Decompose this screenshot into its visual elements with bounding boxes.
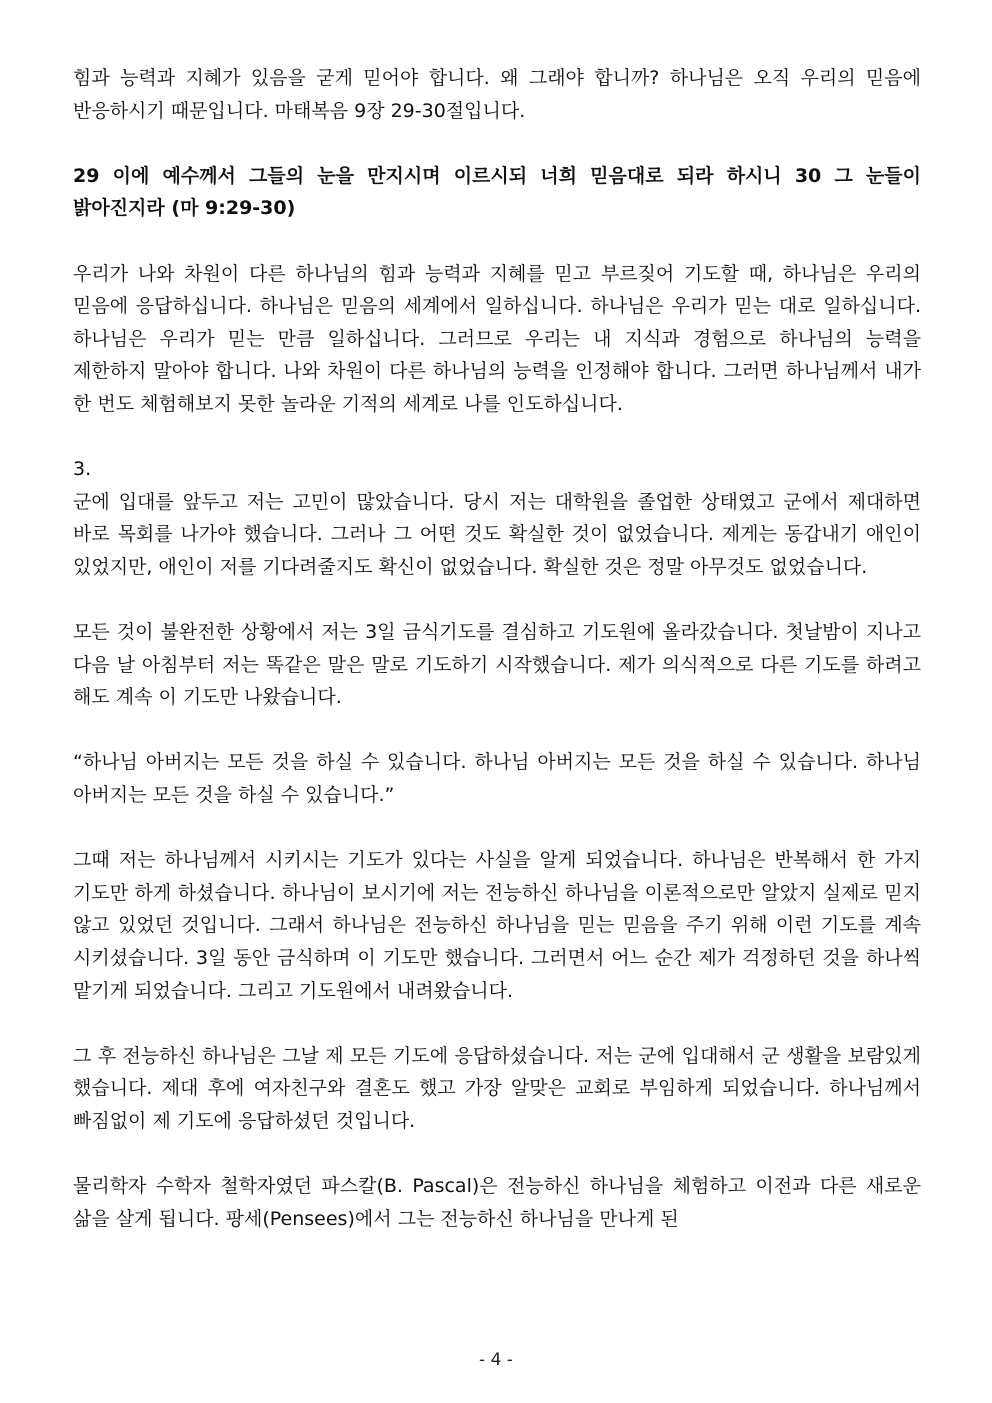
prayer-quote: “하나님 아버지는 모든 것을 하실 수 있습니다. 하나님 아버지는 모든 것을 하실 수 있습니다. 하나님 아버지는 모든 것을 하실 수 있습니다.” [73, 751, 921, 807]
scripture-quote: 29 이에 예수께서 그들의 눈을 만지시며 이르시되 너희 믿음대로 되라 하시니 30 그 눈들이 밝아진지라 (마 9:29-30) [73, 164, 921, 220]
document-body [73, 62, 921, 1235]
paragraph-9: 물리학자 수학자 철학자였던 파스칼(B. Pascal)은 전능하신 하나님을 체험하고 이전과 다른 새로운 삶을 살게 됩니다. 팡세(Pensees)에서 그는 전능하신 하나님을 만나게 된 [73, 1175, 921, 1230]
paragraph-gap [73, 812, 921, 845]
paragraph-gap [73, 1007, 921, 1040]
paragraph-gap [73, 225, 921, 258]
paragraph-gap [73, 584, 921, 617]
paragraph-gap [73, 714, 921, 747]
paragraph-gap [73, 421, 921, 454]
paragraph-1: 힘과 능력과 지혜가 있음을 굳게 믿어야 합니다. 왜 그래야 합니까? 하나님은 오직 우리의 믿음에 반응하시기 때문입니다. 마태복음 9장 29-30절입니다. [73, 67, 921, 122]
paragraph-3: 우리가 나와 차원이 다른 하나님의 힘과 능력과 지혜를 믿고 부르짖어 기도할 때, 하나님은 우리의 믿음에 응답하십니다. 하나님은 믿음의 세계에서 일하십니다. 하나님은 우리가 믿는 대로 일하십니다. 하나님은 우리가 믿는 만큼 일하십니다. 그러므로 우리는 내 지식과 경험으로 하나님의 능력을 제한하지 말아야 합니다. 나와 차원이 다른 하나님의 능력을 인정해야 합니다. 그러면 하나님께서 내가 한 번도 체험해보지 못한 놀라운 기적의 세계로 나를 인도하십니다. [73, 262, 921, 415]
paragraph-4: 군에 입대를 앞두고 저는 고민이 많았습니다. 당시 저는 대학원을 졸업한 상태였고 군에서 제대하면 바로 목회를 나가야 했습니다. 그러나 그 어떤 것도 확실한 것이 없었습니다. 제게는 동갑내기 애인이 있었지만, 애인이 저를 기다려줄지도 확신이 없었습니다. 확실한 것은 정말 아무것도 없었습니다. [73, 490, 921, 578]
section-number: 3. [73, 458, 92, 481]
paragraph-gap [73, 1138, 921, 1171]
paragraph-8: 그 후 전능하신 하나님은 그날 제 모든 기도에 응답하셨습니다. 저는 군에 입대해서 군 생활을 보람있게 했습니다. 제대 후에 여자친구와 결혼도 했고 가장 알맞은 교회로 부임하게 되었습니다. 하나님께서 빠짐없이 제 기도에 응답하셨던 것입니다. [73, 1044, 921, 1132]
paragraph-7: 그때 저는 하나님께서 시키시는 기도가 있다는 사실을 알게 되었습니다. 하나님은 반복해서 한 가지 기도만 하게 하셨습니다. 하나님이 보시기에 저는 전능하신 하나님을 이론적으로만 알았지 실제로 믿지 않고 있었던 것입니다. 그래서 하나님은 전능하신 하나님을 믿는 믿음을 주기 위해 이런 기도를 계속 시키셨습니다. 3일 동안 금식하며 이 기도만 했습니다. 그러면서 어느 순간 제가 걱정하던 것을 하나씩 맡기게 되었습니다. 그리고 기도원에서 내려왔습니다. [73, 849, 921, 1002]
paragraph-5: 모든 것이 불완전한 상황에서 저는 3일 금식기도를 결심하고 기도원에 올라갔습니다. 첫날밤이 지나고 다음 날 아침부터 저는 똑같은 말은 말로 기도하기 시작했습니다. 제가 의식적으로 다른 기도를 하려고 해도 계속 이 기도만 나왔습니다. [73, 621, 921, 709]
page-number: - 4 - [479, 1350, 513, 1370]
paragraph-gap [73, 127, 921, 160]
